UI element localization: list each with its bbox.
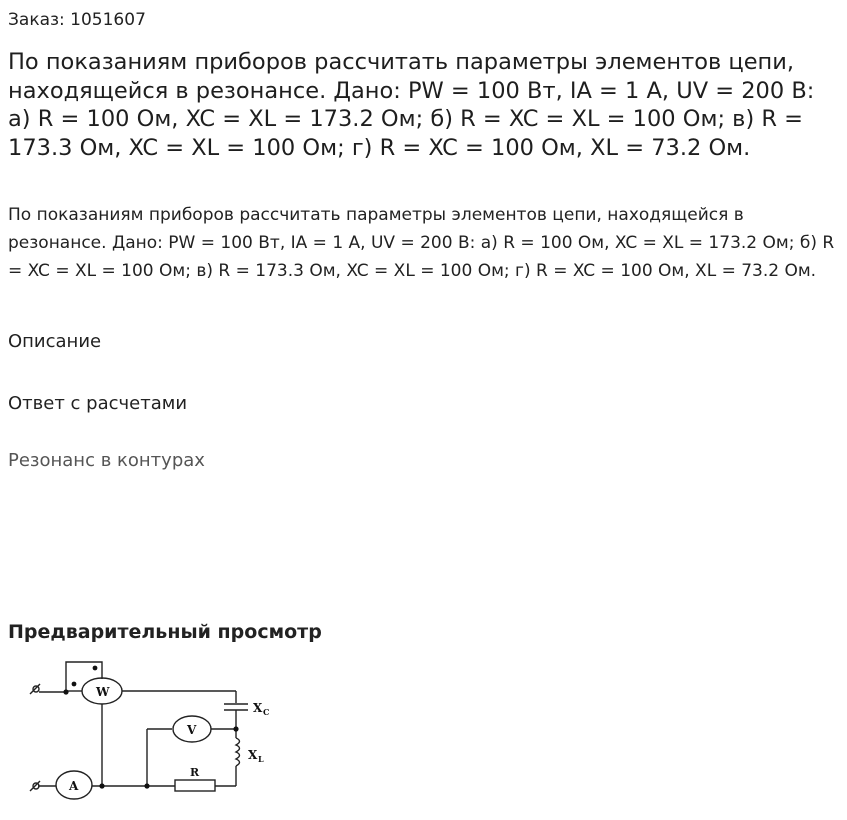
task-description: По показаниям приборов рассчитать параметры элементов цепи, находящейся в резонансе. Дано: PW = 100 Вт, IA = 1 A, UV = 200 В: а) R = 100 Ом, XC = XL = 173.2 Ом; б) R = XC = XL = 100 Ом; в) R = 173.3 Ом, XC = XL = 100 Ом; г) R = XC = 100 Ом, XL = 73.2 Ом. — [8, 205, 835, 281]
preview-heading: Предварительный просмотр — [8, 621, 322, 643]
voltmeter-label: V — [187, 723, 197, 737]
description-label: Описание — [8, 331, 102, 352]
wattmeter-label: W — [96, 685, 110, 699]
answer-label: Ответ с расчетами — [8, 393, 188, 414]
resistor-body — [175, 780, 215, 791]
inductor-coil — [236, 738, 240, 766]
inductor-label: X — [248, 748, 258, 762]
preview-circuit-image — [26, 656, 276, 806]
ammeter-label: A — [69, 779, 79, 793]
circuit-diagram — [26, 656, 276, 806]
capacitor-label: X — [253, 701, 263, 715]
inductor-label-sub: L — [258, 754, 264, 764]
resistor-label: R — [190, 766, 200, 779]
terminal-top — [33, 686, 39, 692]
topic-link[interactable]: Резонанс в контурах — [8, 450, 205, 471]
task-title: По показаниям приборов рассчитать параметры элементов цепи, находящейся в резонансе. Дано: PW = 100 Вт, IA = 1 A, UV = 200 В: а) R = 100 Ом, XC = XL = 173.2 Ом; б) R = XC = XL = 100 Ом; в) R = 173.3 Ом, XC = XL = 100 Ом; г) R = XC = 100 Ом, XL = 73.2 Ом. — [8, 49, 815, 161]
capacitor-label-sub: C — [263, 707, 270, 717]
order-number: Заказ: 1051607 — [8, 10, 146, 30]
